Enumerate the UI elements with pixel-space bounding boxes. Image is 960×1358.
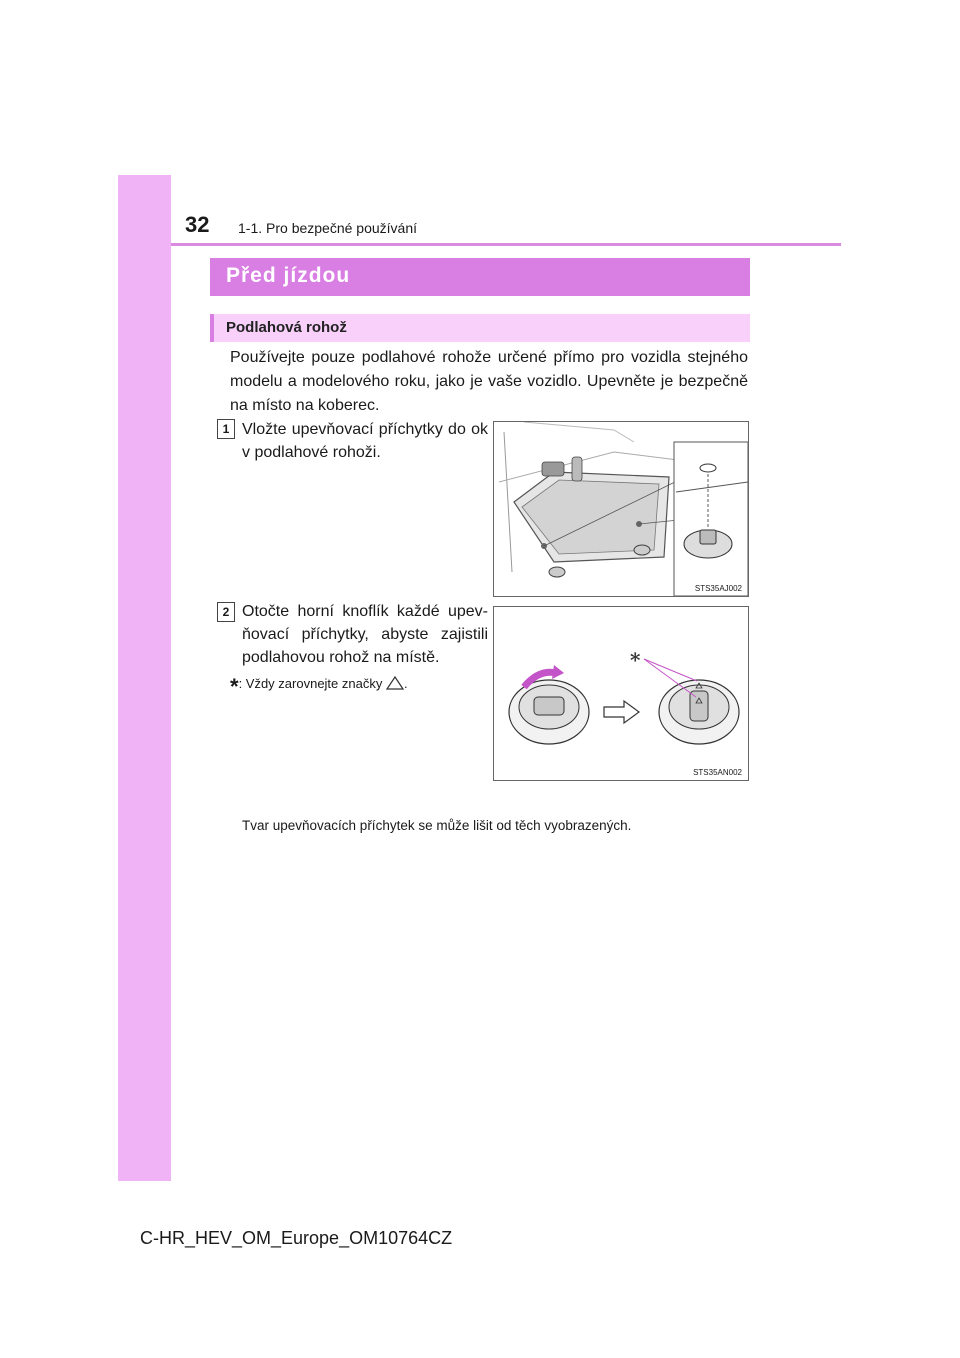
- figure-code: STS35AJ002: [694, 584, 742, 593]
- note-marker: *: [230, 674, 239, 699]
- figure-floor-mat: [493, 421, 749, 597]
- clip-lock-illustration: [494, 607, 748, 780]
- figure-caption: Tvar upevňovacích příchytek se může lišit od těch vyobrazených.: [242, 818, 632, 833]
- note: [230, 674, 408, 700]
- triangle-mark-icon: [386, 676, 404, 690]
- step-2-text: Otočte horní knoflík každé upev- ňovací příchytky, abyste zajistili podlahovou rohož na místě.: [242, 603, 488, 666]
- note-text: : Vždy zarovnejte značky: [238, 676, 383, 691]
- subsection-bar: [210, 314, 750, 342]
- subsection-title: Podlahová rohož: [226, 319, 347, 336]
- step-2-badge: 2: [217, 602, 235, 622]
- header-divider: [171, 243, 841, 246]
- step-1-badge: 1: [217, 419, 235, 439]
- figure-code: STS35AN002: [693, 768, 742, 777]
- intro-paragraph: Používejte pouze podlahové rohože určené přímo pro vozidla stejného modelu a modelového roku, jako je vaše vozidlo. Upevněte je bezpečně na místo na koberec.: [230, 349, 748, 414]
- section-title: 1-1. Pro bezpečné používání: [238, 220, 418, 236]
- step-1-text: Vložte upevňovací příchytky do ok v podlahové rohoži.: [242, 421, 488, 461]
- page-number: 32: [185, 212, 210, 237]
- floor-mat-illustration: [494, 422, 748, 596]
- note-end: .: [403, 676, 408, 691]
- side-tab: [118, 175, 171, 1181]
- figure-clip-lock: [493, 606, 749, 781]
- title-bar: [210, 258, 750, 296]
- page-title: Před jízdou: [226, 264, 351, 287]
- footer-doc-id: C-HR_HEV_OM_Europe_OM10764CZ: [140, 1228, 453, 1248]
- figure-star: *: [630, 648, 641, 672]
